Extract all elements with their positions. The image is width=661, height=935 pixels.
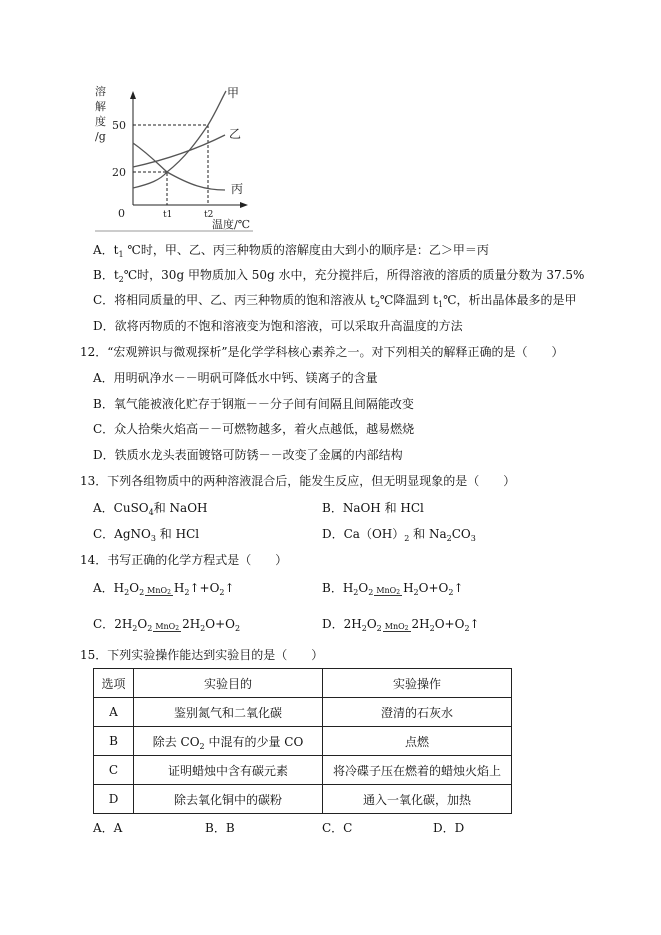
q11-option-d: D．欲将丙物质的不饱和溶液变为饱和溶液，可以采取升高温度的方法 bbox=[93, 319, 463, 333]
option-label: A． bbox=[93, 581, 114, 595]
curve-jia bbox=[133, 91, 226, 188]
table-cell: A bbox=[94, 698, 134, 727]
reactants: $2H_2O_2$ bbox=[114, 617, 153, 633]
catalyst-arrow: MnO$_2$ bbox=[384, 622, 409, 632]
q15-option-d: D．D bbox=[433, 821, 465, 835]
table-cell: B bbox=[94, 727, 134, 756]
table-row bbox=[94, 727, 512, 756]
y-axis-arrow-icon bbox=[130, 91, 136, 99]
origin-label: 0 bbox=[118, 207, 125, 220]
q15-stem: 15．下列实验操作能达到实验目的是（ ） bbox=[80, 648, 324, 662]
solubility-graph bbox=[90, 80, 260, 232]
table-header-row bbox=[94, 669, 512, 698]
table-cell: 除去氧化铜中的碳粉 bbox=[134, 785, 323, 814]
products: $2H_2O+O_2$ bbox=[182, 617, 241, 633]
ylabel-4: /g bbox=[95, 130, 106, 143]
q13-option-c: C．AgNO$_3$ 和 HCl bbox=[93, 527, 200, 543]
q12-option-b: B．氧气能被液化贮存于钢瓶－－分子间有间隔且间隔能改变 bbox=[93, 397, 414, 411]
q14-stem: 14．书写正确的化学方程式是（ ） bbox=[80, 553, 288, 567]
q12-option-d: D．铁质水龙头表面镀铬可防锈－－改变了金属的内部结构 bbox=[93, 448, 403, 462]
products: $H_2O+O_2↑$ bbox=[403, 581, 464, 597]
xtick-t2: t2 bbox=[204, 210, 214, 220]
table-row bbox=[94, 785, 512, 814]
series-label-yi: 乙 bbox=[229, 127, 242, 141]
catalyst-arrow: MnO$_2$ bbox=[147, 586, 171, 596]
table-cell: D bbox=[94, 785, 134, 814]
q13-option-a: A．CuSO$_4$和 NaOH bbox=[93, 501, 208, 517]
table-cell: 将冷碟子压在燃着的蜡烛火焰上 bbox=[323, 756, 512, 785]
q15-option-b: B．B bbox=[205, 821, 235, 835]
header-cell: 选项 bbox=[94, 669, 134, 698]
q12-option-c: C．众人拾柴火焰高－－可燃物越多，着火点越低，越易燃烧 bbox=[93, 422, 415, 436]
products: $H_2↑+O_2↑$ bbox=[173, 581, 235, 597]
table-row bbox=[94, 756, 512, 785]
ytick-20: 20 bbox=[112, 166, 126, 179]
q14-option-d bbox=[322, 616, 480, 632]
series-label-bing: 丙 bbox=[231, 182, 244, 196]
q12-option-a: A．用明矾净水－－明矾可降低水中钙、镁离子的含量 bbox=[93, 371, 378, 385]
q11-option-a: A．$t_1$ ℃时，甲、乙、丙三种物质的溶解度由大到小的顺序是：乙＞甲＝丙 bbox=[93, 243, 489, 259]
table-cell: 点燃 bbox=[323, 727, 512, 756]
q13-stem: 13．下列各组物质中的两种溶液混合后，能发生反应，但无明显现象的是（ ） bbox=[80, 474, 516, 488]
q15-table bbox=[93, 668, 512, 814]
q13-option-b: B．NaOH 和 HCl bbox=[322, 501, 424, 515]
q13-option-d: D．$Ca(OH)_2$ 和 $Na_2CO_3$ bbox=[322, 527, 476, 543]
xtick-t1: t1 bbox=[163, 210, 173, 220]
q14-option-c bbox=[93, 616, 240, 632]
catalyst-arrow: MnO$_2$ bbox=[155, 622, 180, 632]
option-label: B． bbox=[322, 581, 343, 595]
q14-option-b bbox=[322, 580, 464, 596]
xlabel: 温度/℃ bbox=[212, 218, 251, 231]
products: $2H_2O+O_2↑$ bbox=[411, 617, 480, 633]
header-cell: 实验目的 bbox=[134, 669, 323, 698]
table-cell: C bbox=[94, 756, 134, 785]
option-label: D． bbox=[322, 617, 344, 631]
ylabel-3: 度 bbox=[95, 115, 106, 128]
table-cell: 通入一氧化碳，加热 bbox=[323, 785, 512, 814]
q11-option-b: B．$t_2℃$时，30g 甲物质加入 50g 水中，充分搅拌后，所得溶液的溶质的质量分数为 37.5% bbox=[93, 268, 585, 284]
header-cell: 实验操作 bbox=[323, 669, 512, 698]
reactants: $H_2O_2$ bbox=[342, 581, 374, 597]
reactants: $H_2O_2$ bbox=[113, 581, 145, 597]
ylabel-1: 溶 bbox=[95, 85, 106, 98]
q15-option-a: A．A bbox=[93, 821, 123, 835]
curve-bing bbox=[133, 143, 225, 190]
series-label-jia: 甲 bbox=[227, 86, 240, 100]
ylabel-2: 解 bbox=[95, 100, 106, 113]
x-axis-arrow-icon bbox=[240, 202, 248, 208]
reactants: $2H_2O_2$ bbox=[343, 617, 382, 633]
table-cell: 澄清的石灰水 bbox=[323, 698, 512, 727]
q12-stem: 12．“宏观辨识与微观探析”是化学学科核心素养之一。对下列相关的解释正确的是（ ） bbox=[80, 345, 564, 359]
table-row bbox=[94, 698, 512, 727]
q15-option-c: C．C bbox=[322, 821, 353, 835]
q11-option-c: C．将相同质量的甲、乙、丙三种物质的饱和溶液从 $t_2℃$降温到 $t_1℃$，析出晶体最多的是甲 bbox=[93, 293, 577, 309]
option-label: C． bbox=[93, 617, 115, 631]
q14-option-a bbox=[93, 580, 235, 596]
ytick-50: 50 bbox=[112, 119, 126, 132]
table-cell: 除去 $CO_2$ 中混有的少量 CO bbox=[134, 727, 323, 756]
table-cell: 鉴别氮气和二氧化碳 bbox=[134, 698, 323, 727]
catalyst-arrow: MnO$_2$ bbox=[376, 586, 401, 596]
table-cell: 证明蜡烛中含有碳元素 bbox=[134, 756, 323, 785]
